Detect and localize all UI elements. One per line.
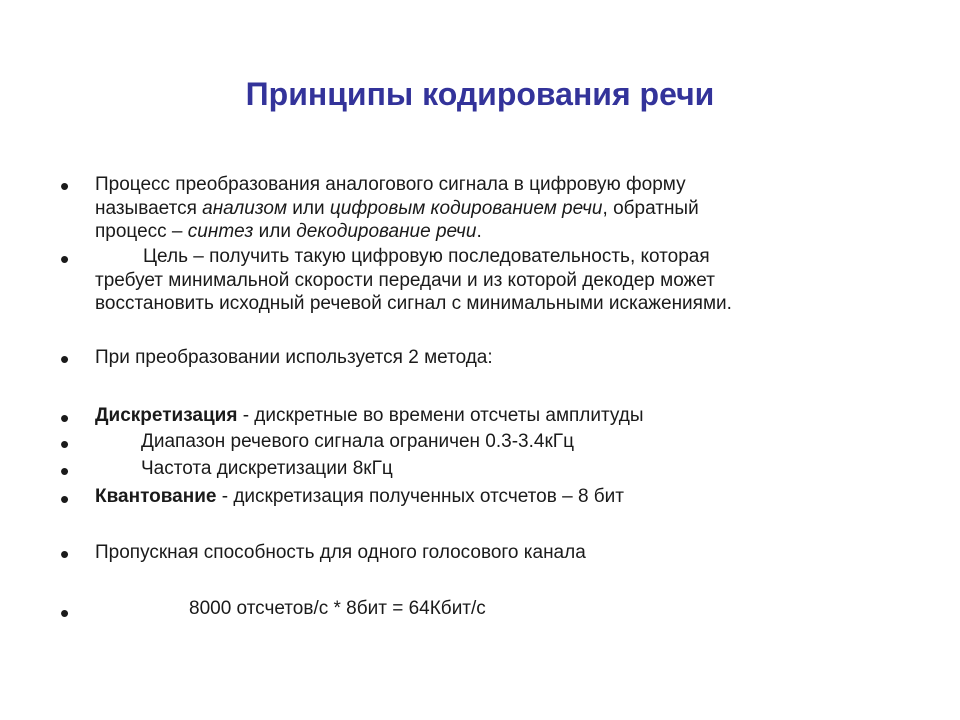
bullet-dot: •: [60, 403, 70, 433]
paragraph-1-line-2: [95, 197, 935, 221]
emphasis-decoding: декодирование речи: [296, 221, 477, 242]
text-span: или: [287, 198, 330, 219]
bullet-dot: •: [60, 344, 70, 374]
text-span: , обратный: [602, 198, 699, 219]
text-span: процесс –: [95, 221, 188, 242]
paragraph-speech-range: Диапазон речевого сигнала ограничен 0.3-3.4кГц: [141, 431, 574, 452]
bullet-dot: •: [60, 429, 70, 459]
bullet-dot: •: [60, 456, 70, 486]
bullet-dot: •: [60, 539, 70, 569]
bullet-dot: •: [60, 484, 70, 514]
term-discretization: Дискретизация: [95, 405, 238, 426]
paragraph-2-line-2: требует минимальной скорости передачи и из которой декодер может: [95, 270, 715, 291]
bullet-dot: •: [60, 244, 70, 274]
emphasis-synthesis: синтез: [187, 221, 254, 242]
paragraph-bandwidth: Пропускная способность для одного голосового канала: [95, 542, 586, 563]
slide-title: Принципы кодирования речи: [245, 76, 715, 112]
text-span: - дискретизация полученных отсчетов – 8 бит: [216, 486, 624, 507]
term-quantization: Квантование: [95, 486, 217, 507]
emphasis-analysis: анализом: [202, 198, 288, 219]
bullet-dot: •: [60, 598, 70, 628]
paragraph-quantization: [95, 485, 935, 509]
text-span: называется: [95, 198, 203, 219]
text-span: - дискретные во времени отсчеты амплитуды: [237, 405, 644, 426]
text-span: или: [253, 221, 297, 242]
paragraph-1-line-3: [95, 220, 935, 244]
paragraph-sample-rate: Частота дискретизации 8кГц: [141, 458, 393, 479]
paragraph-2-line-1: Цель – получить такую цифровую последовательность, которая: [143, 246, 710, 267]
emphasis-digital-coding: цифровым кодированием речи: [329, 198, 603, 219]
text-span: .: [476, 221, 482, 242]
paragraph-2-line-3: восстановить исходный речевой сигнал с минимальными искажениями.: [95, 293, 732, 314]
bullet-dot: •: [60, 171, 70, 201]
paragraph-bitrate-formula: 8000 отсчетов/с * 8бит = 64Кбит/с: [189, 598, 486, 619]
paragraph-3: При преобразовании используется 2 метода:: [95, 347, 493, 368]
paragraph-discretization: [95, 404, 935, 428]
paragraph-1-line-1: Процесс преобразования аналогового сигнала в цифровую форму: [95, 174, 686, 195]
